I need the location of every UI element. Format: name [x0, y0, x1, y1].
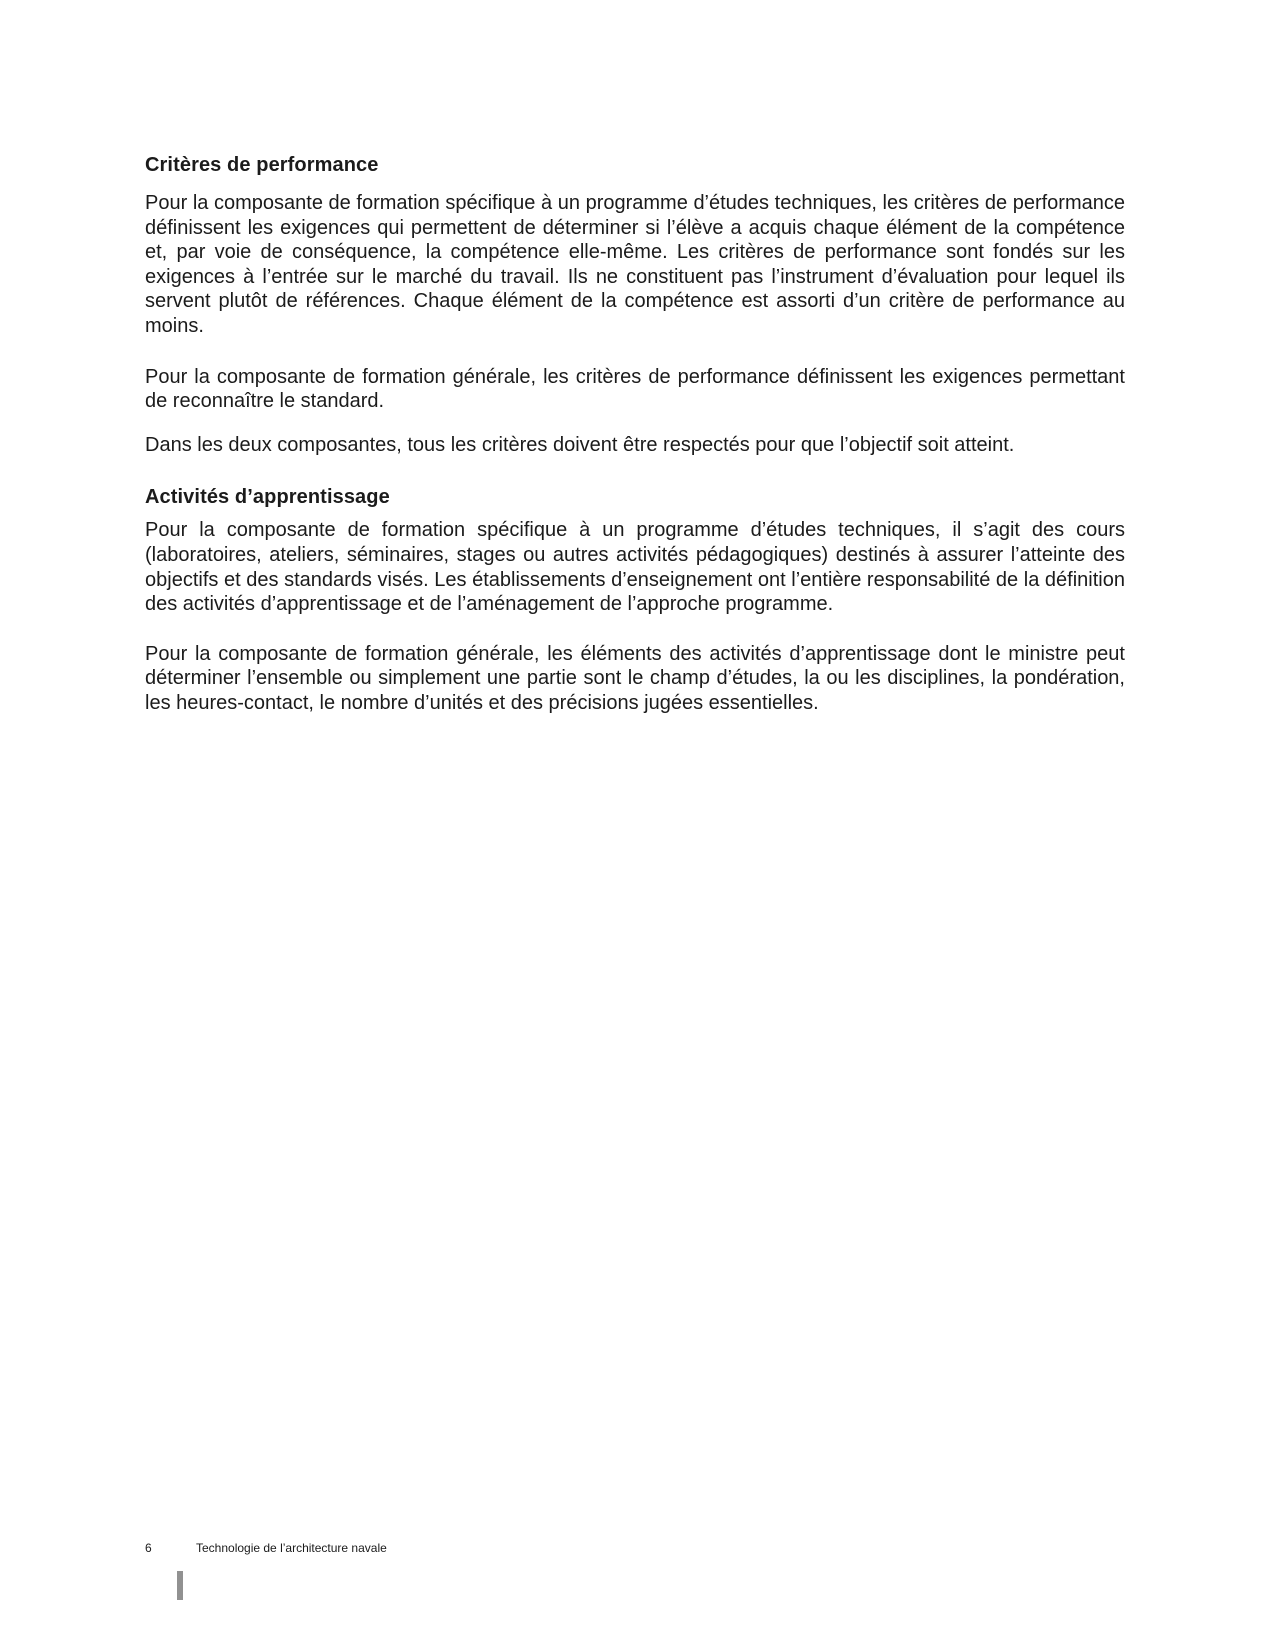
paragraph-criteres-2: Pour la composante de formation générale, les critères de performance définissent les exigences permettant de reconnaître le standard. [145, 365, 1125, 413]
section-heading-activites-apprentissage: Activités d’apprentissage [145, 486, 390, 509]
paragraph-criteres-1: Pour la composante de formation spécifique à un programme d’études techniques, les critères de performance définissent les exigences qui permettent de déterminer si l’élève a acquis chaque élément de la compétence et, par voie de conséquence, la compétence elle-même. Les critères de performance sont fondés sur les exigences à l’entrée sur le marché du travail. Ils ne constituent pas l’instrument d’évaluation pour lequel ils servent plutôt de références. Chaque élément de la compétence est assorti d’un critère de performance au moins. [145, 192, 1125, 337]
page-number: 6 [145, 1541, 152, 1555]
paragraph-activites-2: Pour la composante de formation générale, les éléments des activités d’apprentissage dont le ministre peut déterminer l’ensemble ou simplement une partie sont le champ d’études, la ou les disciplines, la pondération, les heures-contact, le nombre d’unités et des précisions jugées essentielles. [145, 642, 1125, 714]
page-content [145, 153, 1125, 716]
footer-document-title: Technologie de l’architecture navale [196, 1541, 387, 1555]
page-footer [145, 1541, 845, 1557]
paragraph-activites-1: Pour la composante de formation spécifique à un programme d’études techniques, il s’agit des cours (laboratoires, ateliers, séminaires, stages ou autres activités pédagogiques) destinés à assurer l’atteinte des objectifs et des standards visés. Les établissements d’enseignement ont l’entière responsabilité de la définition des activités d’apprentissage et de l’aménagement de l’approche programme. [145, 519, 1125, 616]
page-edge-mark [177, 1571, 183, 1600]
paragraph-criteres-3: Dans les deux composantes, tous les critères doivent être respectés pour que l’objectif soit atteint. [145, 433, 1015, 456]
section-heading-criteres-de-performance: Critères de performance [145, 154, 379, 176]
